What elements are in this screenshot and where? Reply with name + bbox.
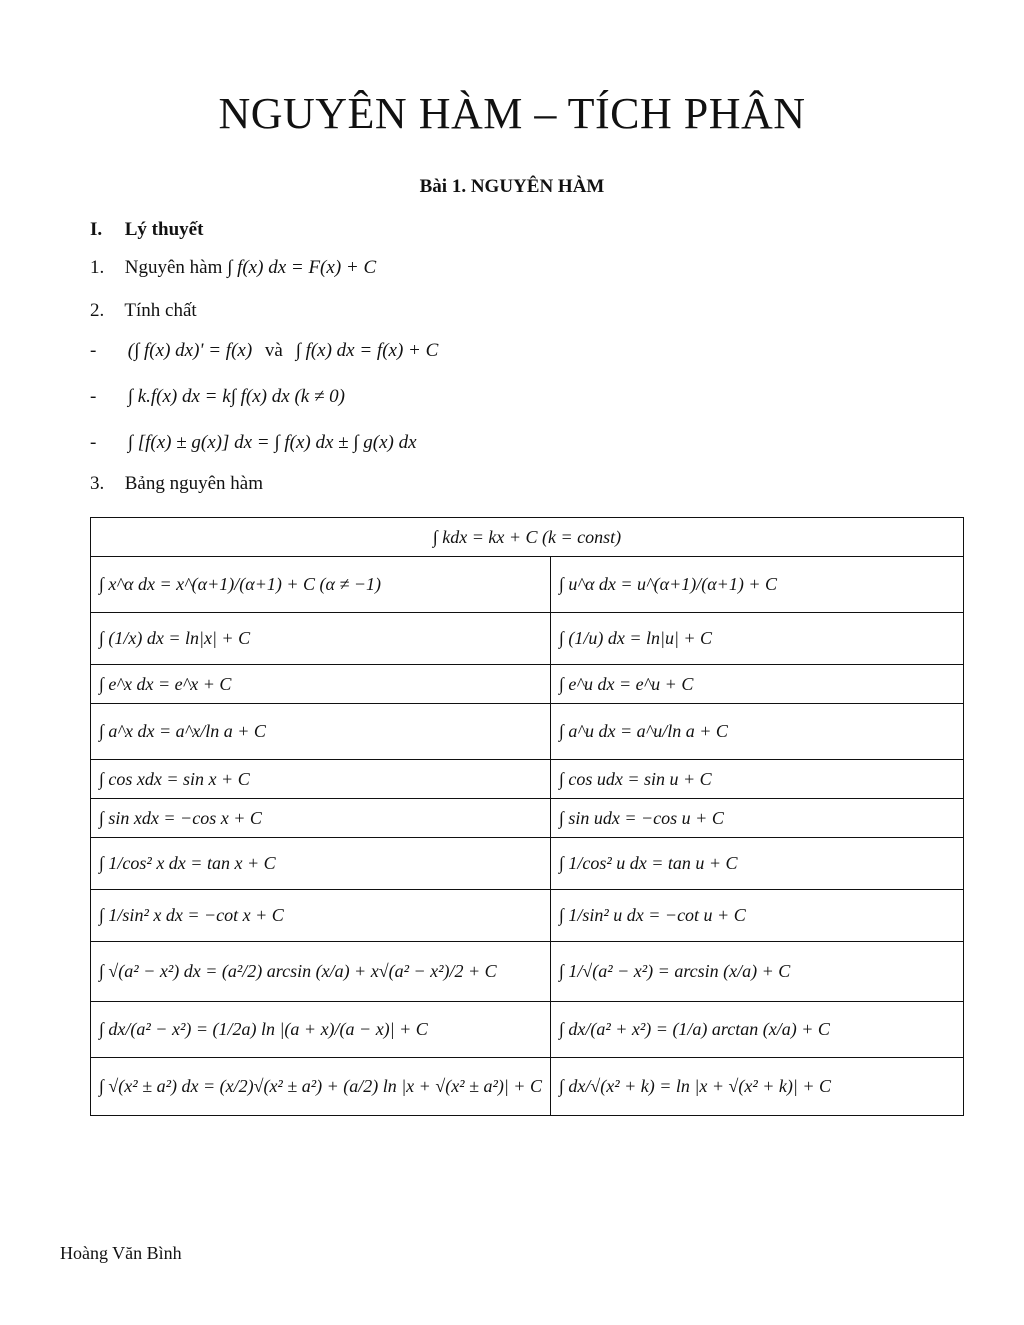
formula-cell-u: ∫ u^α dx = u^(α+1)/(α+1) + C <box>550 557 963 613</box>
antiderivative-table <box>90 517 964 1116</box>
item-number: 3. <box>90 473 105 494</box>
section-heading <box>90 219 203 241</box>
formula-cell-u: ∫ e^u dx = e^u + C <box>550 665 963 704</box>
formula-cell-x: ∫ 1/cos² x dx = tan x + C <box>91 838 551 890</box>
item-table-heading <box>90 473 263 495</box>
item-antiderivative <box>90 257 376 279</box>
table-row <box>91 613 964 665</box>
table-row <box>91 760 964 799</box>
table-row <box>91 942 964 1002</box>
item-label: Bảng nguyên hàm <box>124 473 264 494</box>
formula-cell-x: ∫ (1/x) dx = ln|x| + C <box>91 613 551 665</box>
formula-cell-u: ∫ 1/√(a² − x²) = arcsin (x/a) + C <box>550 942 963 1002</box>
formula-cell-u: ∫ 1/cos² u dx = tan u + C <box>550 838 963 890</box>
formula-cell-u: ∫ dx/√(x² + k) = ln |x + √(x² + k)| + C <box>550 1058 963 1116</box>
formula-cell-x: ∫ a^x dx = a^x/ln a + C <box>91 704 551 760</box>
connector-text: và <box>264 340 283 361</box>
property-derivative <box>90 340 438 362</box>
property-constant-factor <box>90 386 345 408</box>
table-row <box>91 557 964 613</box>
table-row <box>91 665 964 704</box>
property-formula: ∫ [f(x) ± g(x)] dx = ∫ f(x) dx ± ∫ g(x) dx <box>127 432 417 453</box>
formula-cell-x: ∫ sin xdx = −cos x + C <box>91 799 551 838</box>
bullet: - <box>90 386 97 407</box>
table-row <box>91 1058 964 1116</box>
formula-cell-x: ∫ 1/sin² x dx = −cot x + C <box>91 890 551 942</box>
table-row <box>91 890 964 942</box>
formula-cell-u: ∫ a^u dx = a^u/ln a + C <box>550 704 963 760</box>
lesson-subtitle: Bài 1. NGUYÊN HÀM <box>419 176 605 197</box>
item-label: Nguyên hàm <box>124 257 223 278</box>
table-row <box>91 518 964 557</box>
formula-cell-x: ∫ √(a² − x²) dx = (a²/2) arcsin (x/a) + x√(a² − x²)/2 + C <box>91 942 551 1002</box>
formula-cell-x: ∫ √(x² ± a²) dx = (x/2)√(x² ± a²) + (a/2) ln |x + √(x² ± a²)| + C <box>91 1058 551 1116</box>
property-sum-rule <box>90 432 417 454</box>
table-header-formula: ∫ kdx = kx + C (k = const) <box>91 518 964 557</box>
section-number: I. <box>90 219 103 240</box>
table-row <box>91 838 964 890</box>
item-number: 1. <box>90 257 105 278</box>
item-number: 2. <box>90 300 105 321</box>
formula-cell-u: ∫ cos udx = sin u + C <box>550 760 963 799</box>
page-title: NGUYÊN HÀM – TÍCH PHÂN <box>218 89 806 138</box>
formula-cell-u: ∫ 1/sin² u dx = −cot u + C <box>550 890 963 942</box>
formula-cell-x: ∫ e^x dx = e^x + C <box>91 665 551 704</box>
formula-cell-u: ∫ (1/u) dx = ln|u| + C <box>550 613 963 665</box>
author-footer: Hoàng Văn Bình <box>60 1243 182 1263</box>
table-row <box>91 799 964 838</box>
property-formula: ∫ k.f(x) dx = k∫ f(x) dx (k ≠ 0) <box>127 386 345 407</box>
formula-cell-u: ∫ sin udx = −cos u + C <box>550 799 963 838</box>
formula-cell-u: ∫ dx/(a² + x²) = (1/a) arctan (x/a) + C <box>550 1002 963 1058</box>
formula-cell-x: ∫ cos xdx = sin x + C <box>91 760 551 799</box>
bullet: - <box>90 432 97 453</box>
property-formula: ∫ f(x) dx = f(x) + C <box>295 340 439 361</box>
table-row <box>91 704 964 760</box>
formula-cell-x: ∫ x^α dx = x^(α+1)/(α+1) + C (α ≠ −1) <box>91 557 551 613</box>
antiderivative-formula: ∫ f(x) dx = F(x) + C <box>227 257 377 278</box>
section-label: Lý thuyết <box>124 219 204 240</box>
item-label: Tính chất <box>124 300 197 321</box>
item-properties <box>90 300 197 322</box>
formula-cell-x: ∫ dx/(a² − x²) = (1/2a) ln |(a + x)/(a − x)| + C <box>91 1002 551 1058</box>
bullet: - <box>90 340 97 361</box>
table-row <box>91 1002 964 1058</box>
property-formula: (∫ f(x) dx)' = f(x) <box>127 340 253 361</box>
